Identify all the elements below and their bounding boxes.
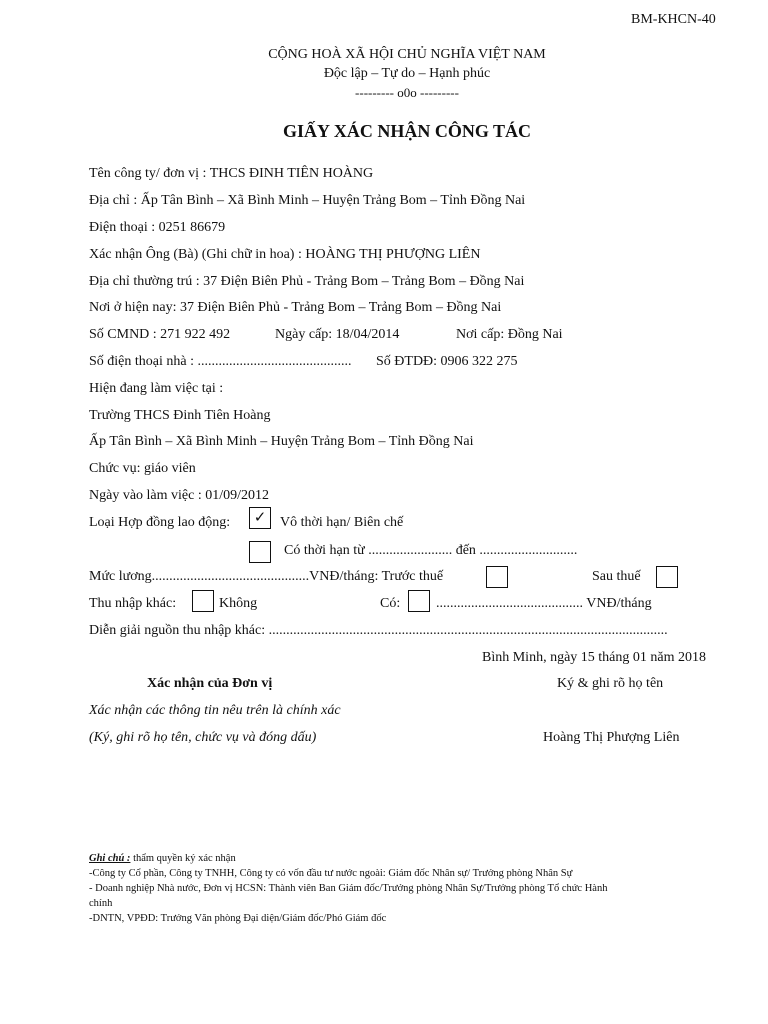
other-income-yes-label: Có: [380,596,401,611]
salary-after-tax-checkbox[interactable] [656,566,678,588]
notes-line-1: -Công ty Cổ phần, Công ty TNHH, Công ty có vốn đầu tư nước ngoài: Giám đốc Nhân sự/ Trưởng phòng Nhân Sự [89,868,573,879]
document-title: GIẤY XÁC NHẬN CÔNG TÁC [282,121,531,141]
other-income-no-label: Không [219,596,258,611]
field-permanent-address: Địa chỉ thường trú : 37 Điện Biên Phủ - Trảng Bom – Trảng Bom – Đồng Nai [89,274,525,289]
person-name: Hoàng Thị Phượng Liên [543,730,680,745]
other-income-amount: .......................................... VNĐ/tháng [436,596,652,611]
unit-sign-instruction: (Ký, ghi rõ họ tên, chức vụ và đóng dấu) [89,730,317,745]
other-income-label: Thu nhập khác: [89,596,177,611]
notes-heading [89,853,236,864]
salary-after-tax-label: Sau thuế [592,569,641,584]
field-home-phone: Số điện thoại nhà : ............................................ [89,354,352,369]
unit-signature-title: Xác nhận của Đơn vị [147,676,273,691]
notes-line-2: - Doanh nghiệp Nhà nước, Đơn vị HCSN: Thành viên Ban Giám đốc/Trưởng phòng Nhân Sự/Trưởng phòng Tổ chức Hành [89,883,608,894]
field-phone: Điện thoại : 0251 86679 [89,220,226,235]
income-explanation: Diễn giải nguồn thu nhập khác: .................................................................................................................. [89,623,668,638]
date-line: Bình Minh, ngày 15 tháng 01 năm 2018 [482,650,706,665]
country-name: CỘNG HOÀ XÃ HỘI CHỦ NGHĨA VIỆT NAM [268,47,546,62]
notes-line-3: chính [89,898,113,909]
notes-label: Ghi chú : [89,853,131,864]
field-mobile: Số ĐTDĐ: 0906 322 275 [376,354,518,369]
motto: Độc lập – Tự do – Hạnh phúc [323,66,491,81]
field-position: Chức vụ: giáo viên [89,461,196,476]
field-confirm-person: Xác nhận Ông (Bà) (Ghi chữ in hoa) : HOÀNG THỊ PHƯỢNG LIÊN [89,247,481,262]
contract-permanent-checkbox[interactable]: ✓ [249,507,271,529]
field-workplace-address: Ấp Tân Bình – Xã Bình Minh – Huyện Trảng Bom – Tỉnh Đồng Nai [89,434,474,449]
contract-type-label: Loại Hợp đồng lao động: [89,515,231,530]
contract-fixed-term-label: Có thời hạn từ ........................ đến ............................ [284,543,578,558]
field-address: Địa chỉ : Ấp Tân Bình – Xã Bình Minh – Huyện Trảng Bom – Tỉnh Đồng Nai [89,193,526,208]
other-income-yes-checkbox[interactable] [408,590,430,612]
field-current-address: Nơi ở hiện nay: 37 Điện Biên Phủ - Trảng Bom – Trảng Bom – Đồng Nai [89,300,502,315]
header-divider: --------- o0o --------- [355,85,459,100]
contract-fixed-term-checkbox[interactable] [249,541,271,563]
unit-confirm-text: Xác nhận các thông tin nêu trên là chính xác [89,703,341,718]
field-working-at-label: Hiện đang làm việc tại : [89,381,224,396]
field-company: Tên công ty/ đơn vị : THCS ĐINH TIÊN HOÀNG [89,166,374,181]
field-start-date: Ngày vào làm việc : 01/09/2012 [89,488,270,503]
person-signature-title: Ký & ghi rõ họ tên [557,676,664,691]
field-issue-date: Ngày cấp: 18/04/2014 [275,327,400,342]
other-income-no-checkbox[interactable] [192,590,214,612]
notes-intro: thẩm quyền ký xác nhận [130,853,236,864]
field-issue-place: Nơi cấp: Đồng Nai [456,327,563,342]
salary-label: Mức lương.............................................VNĐ/tháng: Trước thuế [89,569,444,584]
field-workplace-name: Trường THCS Đinh Tiên Hoàng [89,408,271,423]
form-code: BM-KHCN-40 [631,12,716,27]
field-id-number: Số CMND : 271 922 492 [89,327,231,342]
salary-before-tax-checkbox[interactable] [486,566,508,588]
contract-permanent-label: Vô thời hạn/ Biên chế [280,515,404,530]
notes-line-4: -DNTN, VPĐD: Trưởng Văn phòng Đại diện/Giám đốc/Phó Giám đốc [89,913,387,924]
